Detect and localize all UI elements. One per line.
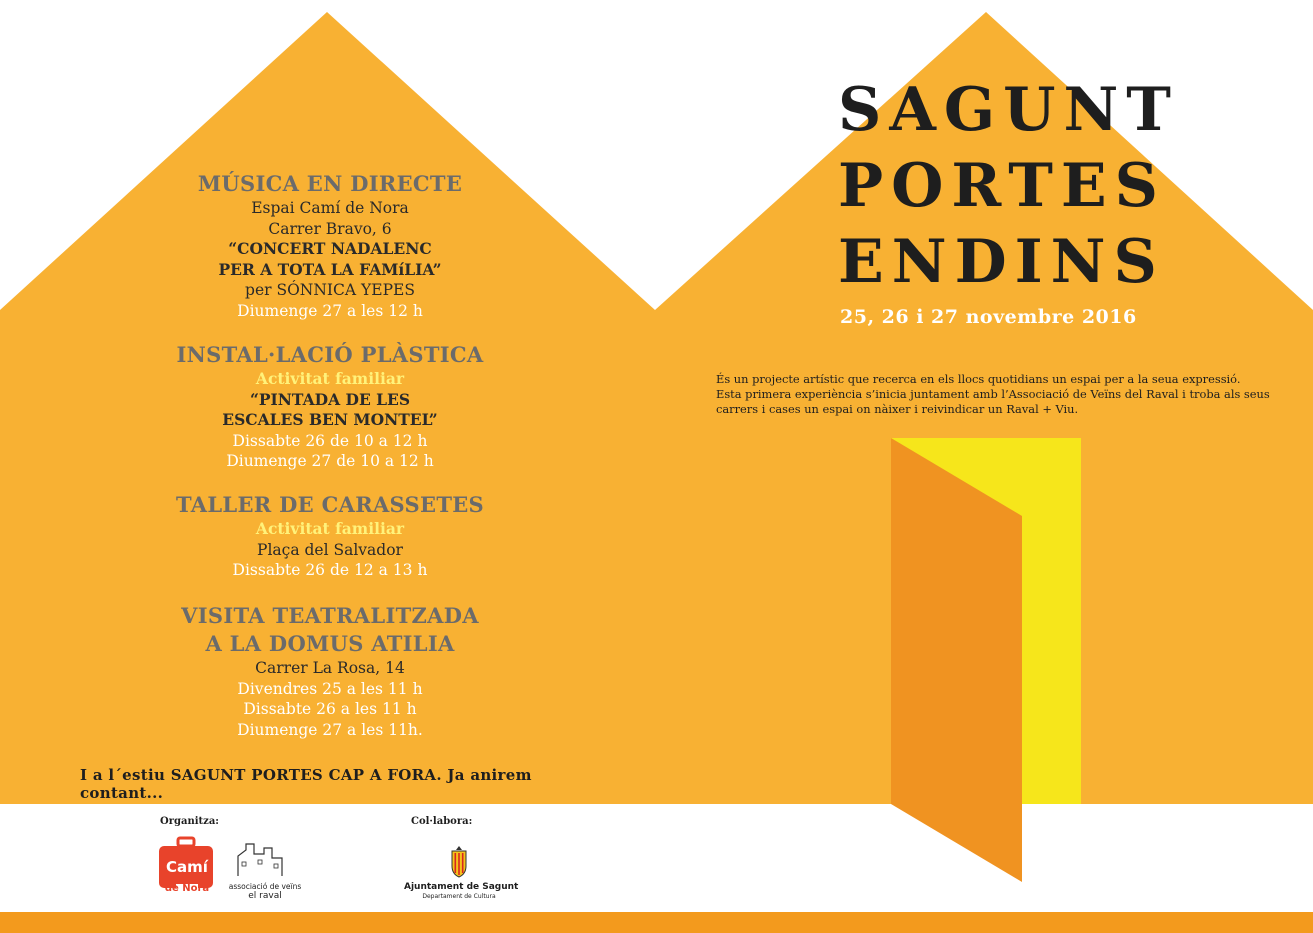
section-line: PER A TOTA LA FAMíLIA” [218, 259, 442, 279]
program-section-2 [130, 341, 530, 472]
door-panel [891, 438, 1022, 882]
program-section-3 [130, 491, 530, 581]
section-line: Diumenge 27 a les 11h. [237, 720, 423, 739]
ajuntament-logo [404, 846, 519, 906]
organitza-label: Organitza: [160, 816, 219, 827]
section-line: Diumenge 27 de 10 a 12 h [226, 452, 434, 470]
ajuntament-logo-line2: Departament de Cultura [422, 893, 496, 900]
section-title: INSTAL·LACIÓ PLÀSTICA [176, 342, 484, 367]
main-title-line-3: ENDINS [838, 227, 1165, 297]
description-line: Esta primera experiència s’inicia juntament amb l’Associació de Veïns del Raval i troba als seus [716, 387, 1270, 401]
section-line: “PINTADA DE LES [249, 389, 411, 409]
section-line: Activitat familiar [255, 369, 405, 388]
raval-logo-line1: associació de veïns [228, 882, 302, 891]
section-line: Dissabte 26 de 10 a 12 h [232, 431, 428, 450]
section-line: Dissabte 26 de 12 a 13 h [232, 561, 428, 579]
bottom-bar [0, 912, 1313, 933]
buildings-icon [236, 842, 286, 878]
section-line: per SÓNNICA YEPES [245, 281, 415, 299]
program-section-4 [130, 602, 530, 740]
description-line: carrers i cases un espai on nàixer i reivindicar un Raval + Viu. [716, 402, 1079, 416]
cami-logo-line2: de Nora [164, 883, 210, 894]
collabora-label: Col·labora: [411, 816, 473, 827]
description-line: És un projecte artístic que recerca en els llocs quotidians un espai per a la seua expressió. [716, 372, 1241, 386]
project-description [716, 372, 1276, 417]
section-line: Diumenge 27 a les 12 h [237, 301, 423, 320]
section-title: VISITA TEATRALITZADA [181, 603, 479, 628]
cami-de-nora-logo [158, 836, 216, 896]
section-line: Divendres 25 a les 11 h [237, 679, 423, 698]
ajuntament-logo-line1: Ajuntament de Sagunt [404, 882, 519, 892]
main-title-line-1: SAGUNT [838, 75, 1179, 145]
section-title-line2: A LA DOMUS ATILIA [205, 631, 455, 656]
section-line: Plaça del Salvador [257, 540, 403, 559]
section-line: Dissabte 26 a les 11 h [243, 700, 417, 718]
section-line: Carrer La Rosa, 14 [255, 659, 405, 677]
closing-note: I a l´estiu SAGUNT PORTES CAP A FORA. Ja anirem contant... [80, 766, 532, 802]
section-line: “CONCERT NADALENC [228, 239, 432, 258]
coat-of-arms-icon [449, 846, 469, 878]
section-line: Activitat familiar [255, 519, 405, 538]
section-line: Espai Camí de Nora [251, 199, 409, 217]
raval-logo-line2: el raval [248, 891, 282, 901]
section-line: Carrer Bravo, 6 [268, 219, 392, 238]
section-title: MÚSICA EN DIRECTE [197, 171, 463, 196]
event-dates: 25, 26 i 27 novembre 2016 [840, 306, 1137, 328]
section-line: ESCALES BEN MONTEL” [222, 410, 438, 429]
raval-logo [230, 840, 300, 902]
section-title: TALLER DE CARASSETES [175, 492, 485, 517]
program-section-1 [130, 170, 530, 321]
cami-logo-line1: Camí [166, 858, 208, 876]
main-title-line-2: PORTES [838, 151, 1166, 221]
